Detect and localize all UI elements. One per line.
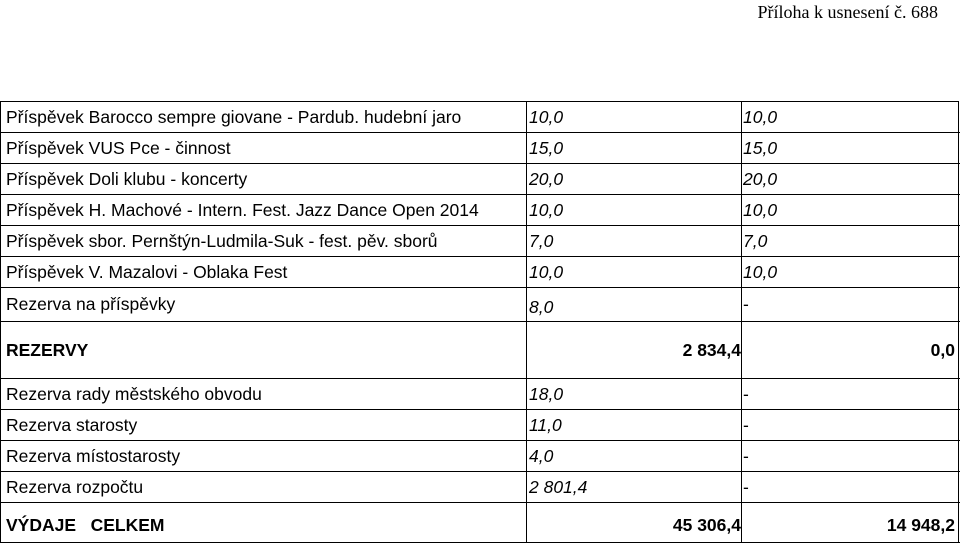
column-divider [741, 102, 742, 543]
row-label: Rezerva starosty [6, 414, 138, 435]
row-value-2: 20,0 [743, 168, 778, 189]
table-top-border [0, 101, 959, 102]
row-value-2: - [743, 414, 749, 435]
table-row [1, 133, 960, 164]
row-value-1: 10,0 [529, 106, 564, 127]
row-value-1: 20,0 [529, 168, 564, 189]
annex-reference: Příloha k usnesení č. 688 [757, 2, 938, 22]
row-value-2: 10,0 [743, 106, 778, 127]
row-label: Rezerva na příspěvky [6, 294, 176, 314]
table-row [1, 257, 960, 288]
table-row [1, 288, 960, 322]
total-value-2: 14 948,2 [886, 515, 955, 535]
row-value-1: 4,0 [529, 445, 554, 466]
column-divider [958, 102, 959, 543]
column-divider [526, 102, 527, 543]
row-label: Rezerva rozpočtu [6, 476, 144, 497]
row-label: Příspěvek Doli klubu - koncerty [6, 168, 248, 189]
row-label: Příspěvek VUS Pce - činnost [6, 137, 231, 158]
row-label: Rezerva místostarosty [6, 445, 181, 466]
rezervy-value-1: 2 834,4 [682, 339, 741, 360]
row-value-1: 8,0 [529, 297, 554, 317]
row-value-1: 10,0 [529, 199, 564, 220]
budget-table [0, 102, 959, 543]
row-value-1: 15,0 [529, 137, 564, 158]
row-label: Příspěvek V. Mazalovi - Oblaka Fest [6, 261, 288, 282]
table-row [1, 195, 960, 226]
table-row [1, 441, 960, 472]
row-value-2: - [743, 445, 749, 466]
total-label: VÝDAJE CELKEM [6, 515, 165, 535]
row-label: Příspěvek Barocco sempre giovane - Pardub. hudební jaro [6, 106, 462, 127]
row-label: Příspěvek H. Machové - Intern. Fest. Jazz Dance Open 2014 [6, 199, 479, 220]
rezervy-value-2: 0,0 [930, 339, 955, 360]
row-value-1: 2 801,4 [529, 476, 588, 497]
row-value-2: 15,0 [743, 137, 778, 158]
row-value-1: 7,0 [529, 230, 554, 251]
row-value-2: 7,0 [743, 230, 768, 251]
table-row [1, 410, 960, 441]
total-row [1, 503, 960, 543]
table-row [1, 164, 960, 195]
row-label: Rezerva rady městského obvodu [6, 383, 262, 404]
row-value-2: - [743, 383, 749, 404]
total-value-1: 45 306,4 [672, 515, 741, 535]
rezervy-label: REZERVY [6, 339, 89, 360]
table-row [1, 472, 960, 503]
rezervy-row [1, 322, 960, 379]
row-value-2: - [743, 294, 749, 314]
row-label: Příspěvek sbor. Pernštýn-Ludmila-Suk - fest. pěv. sborů [6, 230, 438, 251]
row-value-2: 10,0 [743, 199, 778, 220]
table-row [1, 226, 960, 257]
table-row [1, 102, 960, 133]
row-value-2: - [743, 476, 749, 497]
table-row [1, 379, 960, 410]
row-value-1: 18,0 [529, 383, 564, 404]
row-value-2: 10,0 [743, 261, 778, 282]
row-value-1: 10,0 [529, 261, 564, 282]
row-value-1: 11,0 [529, 414, 562, 435]
